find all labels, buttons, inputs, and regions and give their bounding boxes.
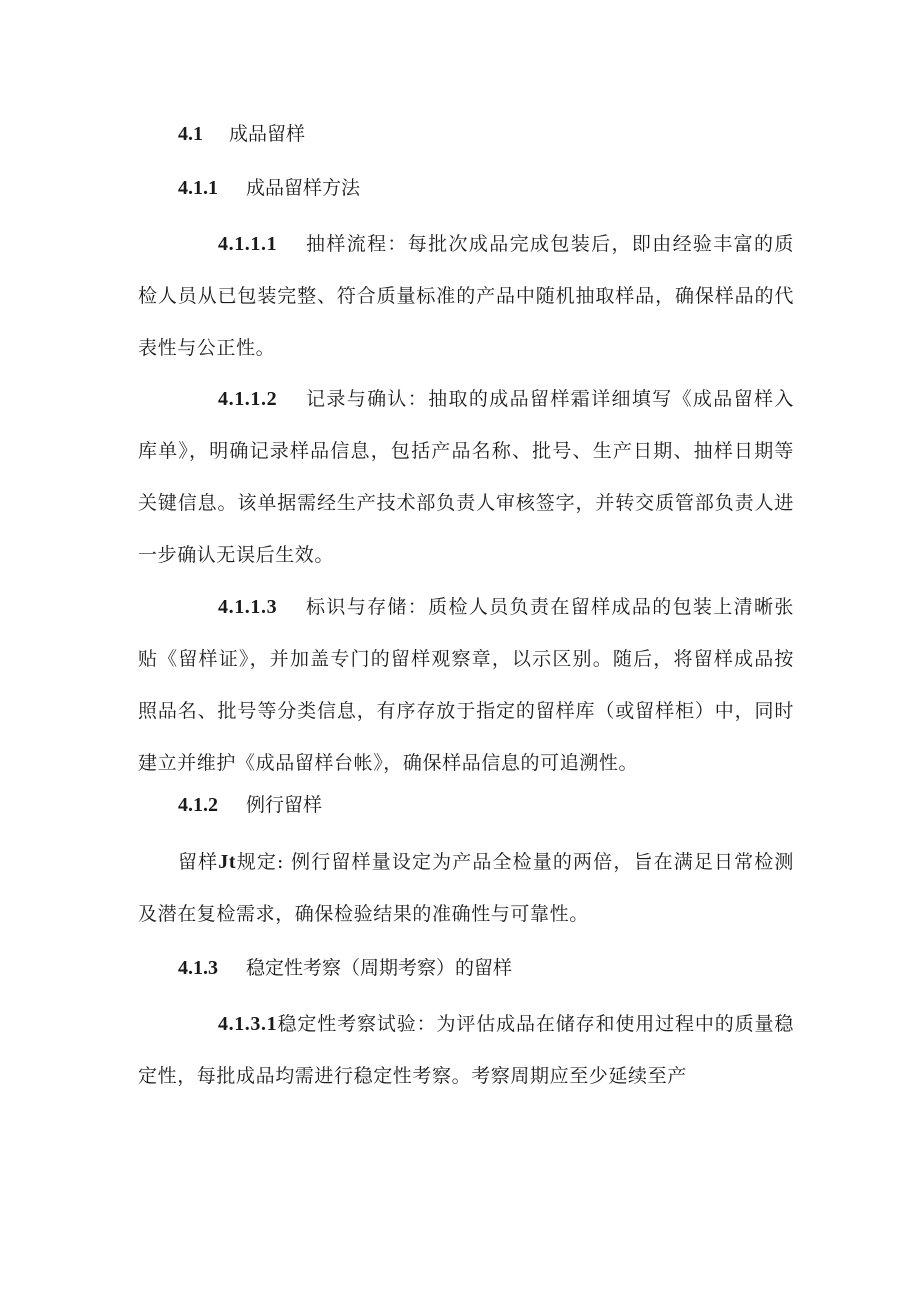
heading-4-1-3 xyxy=(178,956,512,980)
section-number: 4.1 xyxy=(178,123,203,145)
section-number: 4.1.3.1 xyxy=(218,1013,278,1035)
section-title: 成品留样方法 xyxy=(246,177,361,199)
heading-4-1 xyxy=(178,122,305,146)
section-number: 4.1.1.2 xyxy=(218,388,278,410)
section-title: 稳定性考察（周期考察）的留样 xyxy=(246,957,513,979)
section-number: 4.1.1 xyxy=(178,177,218,199)
paragraph-4-1-3-1 xyxy=(138,998,794,1102)
paragraph-text: 抽样流程：每批次成品完成包装后，即由经验丰富的质检人员从已包装完整、符合质量标准的产品中随机抽取样品，确保样品的代表性与公正性。 xyxy=(138,233,794,359)
section-title: 例行留样 xyxy=(246,794,323,816)
paragraph-4-1-1-3 xyxy=(138,581,794,789)
paragraph-text: 记录与确认：抽取的成品留样霜详细填写《成品留样入库单》，明确记录样品信息，包括产品名称、批号、生产日期、抽样日期等关键信息。该单据需经生产技术部负责人审核签字，并转交质管部负责人进一步确认无误后生效。 xyxy=(138,388,794,566)
paragraph-prefix: 留样 xyxy=(178,851,219,873)
section-number: 4.1.1.3 xyxy=(218,596,278,618)
paragraph-text: 稳定性考察试验：为评估成品在储存和使用过程中的质量稳定性，每批成品均需进行稳定性考察。考察周期应至少延续至产 xyxy=(138,1013,794,1087)
section-number: 4.1.1.1 xyxy=(218,233,278,255)
section-number: 4.1.2 xyxy=(178,794,218,816)
paragraph-4-1-2-body xyxy=(138,836,794,940)
heading-4-1-2 xyxy=(178,793,322,817)
section-number: 4.1.3 xyxy=(178,957,218,979)
paragraph-4-1-1-2 xyxy=(138,373,794,581)
heading-4-1-1 xyxy=(178,176,360,200)
paragraph-4-1-1-1 xyxy=(138,218,794,374)
paragraph-text: 标识与存储：质检人员负责在留样成品的包装上清晰张贴《留样证》，并加盖专门的留样观察章，以示区别。随后，将留样成品按照品名、批号等分类信息，有序存放于指定的留样库（或留样柜）中，同时建立并维护《成品留样台帐》，确保样品信息的可追溯性。 xyxy=(138,596,794,774)
section-title: 成品留样 xyxy=(229,123,306,145)
paragraph-text: 规定: 例行留样量设定为产品全检量的两倍，旨在满足日常检测及潜在复检需求，确保检验结果的准确性与可靠性。 xyxy=(138,851,795,925)
paragraph-bold-glyphs: Jt xyxy=(218,851,237,873)
